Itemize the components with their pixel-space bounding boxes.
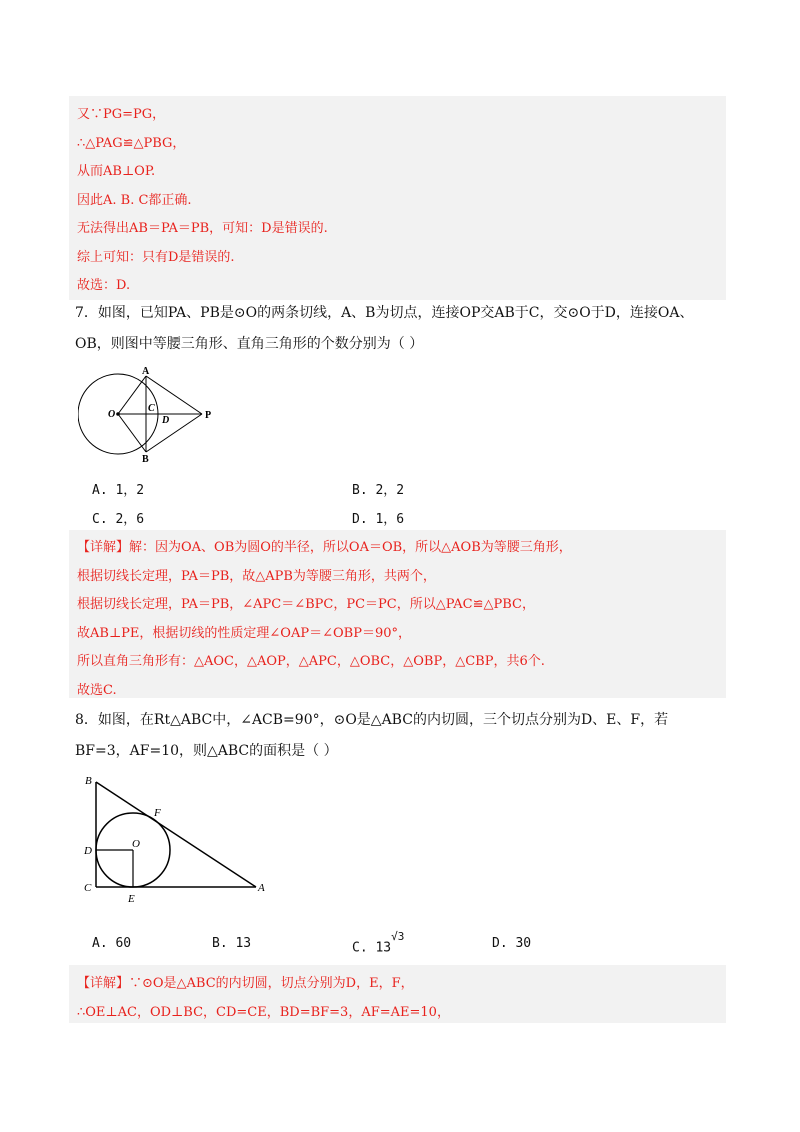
option-b[interactable]: B. 2，2 — [352, 483, 405, 498]
sqrt-three: √3 — [391, 930, 405, 943]
label-f: F — [154, 807, 161, 819]
solution-line: 根据切线长定理，PA＝PB，故△APB为等腰三角形，共两个， — [77, 569, 436, 584]
side-ab — [96, 782, 256, 887]
label-o: O — [132, 838, 140, 850]
label-p: P — [205, 410, 212, 421]
segment-pb — [146, 414, 202, 452]
figure-q8-incircle — [80, 772, 280, 908]
solution-line: 综上可知：只有D是错误的. — [77, 250, 235, 265]
solution-line: 因此A. B. C都正确. — [77, 193, 192, 208]
solution-line: 故选C. — [77, 683, 117, 698]
question-7-text: OB，则图中等腰三角形、直角三角形的个数分别为（ ） — [75, 336, 424, 352]
option-b[interactable]: B. 13 — [212, 936, 252, 951]
point-o — [116, 412, 120, 416]
label-b: B — [142, 454, 149, 464]
solution-line: 又∵PG=PG， — [77, 107, 166, 122]
question-8-text: 8．如图，在Rt△ABC中，∠ACB=90°，⊙O是△ABC的内切圆，三个切点分别为D、E、F，若 — [75, 712, 669, 728]
solution-line: ∴OE⊥AC，OD⊥BC，CD=CE，BD=BF=3，AF=AE=10， — [77, 1005, 450, 1020]
solution-line: 故选：D. — [77, 278, 131, 293]
question-8-text: BF=3，AF=10，则△ABC的面积是（ ） — [75, 743, 338, 759]
option-d[interactable]: D. 30 — [492, 936, 532, 951]
label-o: O — [108, 409, 116, 420]
segment-ob — [118, 414, 146, 452]
label-c: C — [84, 882, 92, 894]
solution-line: 根据切线长定理，PA＝PB，∠APC＝∠BPC，PC＝PC，所以△PAC≌△PBC， — [77, 597, 536, 612]
solution-block-q7 — [69, 530, 726, 698]
label-a: A — [258, 882, 265, 894]
segment-oa — [118, 376, 146, 414]
label-d: D — [84, 845, 92, 857]
solution-line: 从而AB⊥OP. — [77, 164, 156, 179]
label-a: A — [142, 366, 150, 377]
option-a[interactable]: A. 60 — [92, 936, 132, 951]
option-a[interactable]: A. 1，2 — [92, 483, 145, 498]
option-c[interactable]: C. 2，6 — [92, 512, 145, 527]
figure-q7-tangents — [78, 364, 238, 464]
label-c: C — [148, 403, 155, 414]
label-b: B — [85, 775, 92, 787]
solution-line: 【详解】∵⊙O是△ABC的内切圆，切点分别为D，E，F， — [77, 976, 414, 991]
solution-line: 故AB⊥PE，根据切线的性质定理∠OAP＝∠OBP＝90°， — [77, 626, 411, 641]
solution-line: ∴△PAG≌△PBG， — [77, 136, 186, 151]
label-e: E — [128, 893, 135, 905]
solution-line: 【详解】解：因为OA、OB为圆O的半径，所以OA＝OB，所以△AOB为等腰三角形， — [77, 540, 572, 555]
solution-line: 所以直角三角形有：△AOC，△AOP，△APC，△OBC，△OBP，△CBP，共6个. — [77, 654, 545, 669]
solution-line: 无法得出AB＝PA＝PB，可知：D是错误的. — [77, 221, 328, 236]
label-d: D — [162, 415, 170, 426]
option-c-text: C. 13 — [352, 940, 392, 956]
option-d[interactable]: D. 1，6 — [352, 512, 405, 527]
option-c[interactable] — [352, 930, 405, 956]
question-7-text: 7．如图，已知PA、PB是⊙O的两条切线，A、B为切点，连接OP交AB于C，交⊙O于D，连接OA、 — [75, 305, 694, 321]
